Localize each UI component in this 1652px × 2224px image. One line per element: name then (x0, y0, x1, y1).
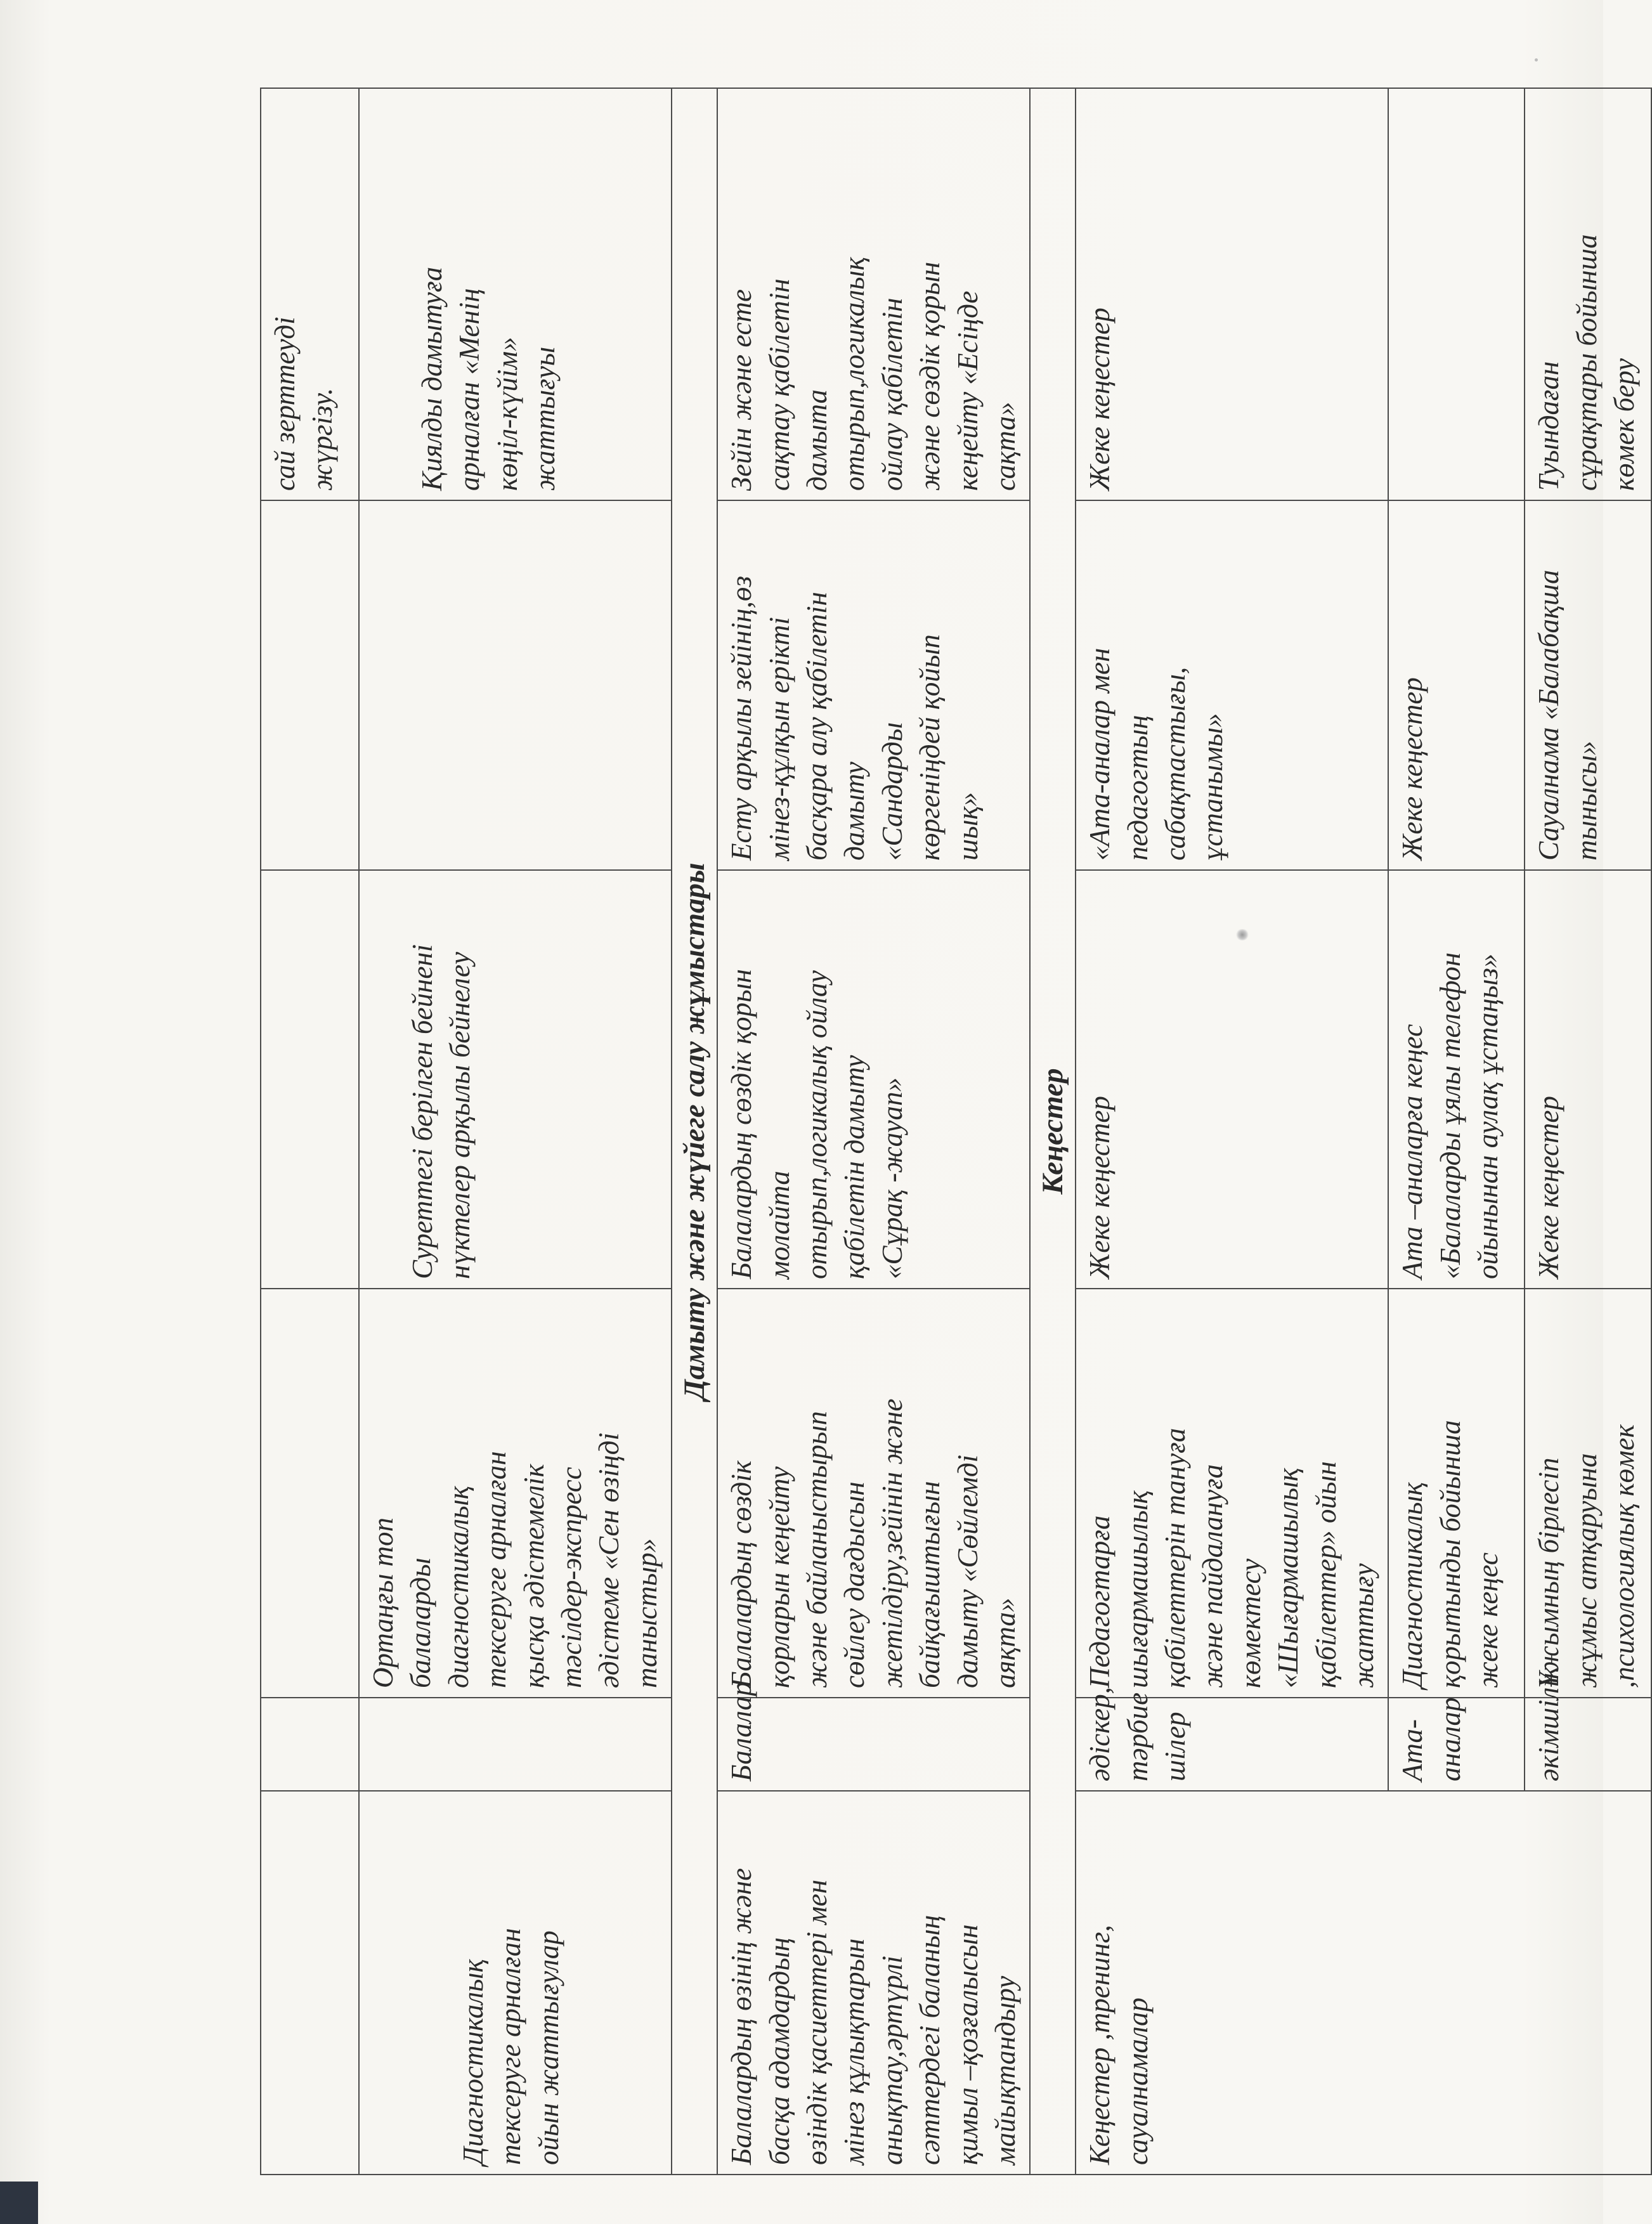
table-cell: Жеке кеңестер (1076, 870, 1388, 1289)
table-cell: Жеке кеңестер (1525, 870, 1651, 1289)
table-cell: Балалардың өзінің және басқа адамдардың өзіндік қасиеттері мен мінез құлықтарын анықтау,әртүрлі сәттердегі баланың қимыл –қозғалысын майықтандыру (717, 1791, 1030, 2175)
table-row (717, 88, 1030, 2175)
section-title-consultations: Кеңестер (1030, 88, 1076, 2175)
table-cell (261, 500, 359, 870)
rotated-document-page (260, 89, 1641, 2175)
section-banner-row (1030, 88, 1076, 2175)
table-cell: Ұжымның бірлесіп жұмыс атқаруына ,психологиялық көмек (1525, 1289, 1651, 1698)
table-cell: Диагностикалық тексеруге арналған ойын жаттығулар (359, 1791, 672, 2175)
table-cell: Суреттегі берілген бейнені нүктелер арқылы бейнелеу (359, 870, 672, 1289)
table-cell: «Ата-аналар мен педагогтың сабақтастығы, ұстанымы» (1076, 500, 1388, 870)
table-cell (359, 500, 672, 870)
plan-table (260, 88, 1652, 2175)
table-cell: Ата –аналарға кеңес «Балаларды ұялы телефон ойынынан аулақ ұстаңыз» (1388, 870, 1525, 1289)
section-banner-row (672, 88, 717, 2175)
table-cell: Туындаған сұрақтары бойынша көмек беру (1525, 88, 1651, 500)
table-row (359, 88, 672, 2175)
table-cell: Ортаңғы топ балаларды диагностикалық тексеруге арналған қысқа әдістемелік тәсілдер-экспресс әдістеме «Сен өзіңді таныстыр» (359, 1289, 672, 1698)
speck (1535, 58, 1538, 62)
table-cell (261, 1698, 359, 1791)
table-cell: Қиялды дамытуға арналған «Менің көңіл-күйім» жаттығуы (359, 88, 672, 500)
table-row (1076, 88, 1388, 2175)
table-cell: сай зерттеуді жүргізу. (261, 88, 359, 500)
table-cell: Балалардың сөздік қорларын кеңейту және байланыстырып сөйлеу дағдысын жетілдіру,зейінін және байқағыштығын дамыту «Сөйлемді аяқта» (717, 1289, 1030, 1698)
table-cell: Кеңестер ,тренинг, сауалнамалар (1076, 1791, 1651, 2175)
table-cell: Педагогтарға шығармашылық қабілеттерін тануға және пайдалануға көмектесу «Шығармашылық қабілеттер» ойын жаттығу (1076, 1289, 1388, 1698)
table-cell: Есту арқылы зейінің,өз мінез-құлқын ерікті басқара алу қабілетін дамыту «Сандарды көргеніңдей қойып шық» (717, 500, 1030, 870)
table-cell (261, 1289, 359, 1698)
table-cell: Зейін және есте сақтау қабілетін дамыта отырып,логикалық ойлау қабілетін және сөздік қорын кеңейту «Есіңде сақта» (717, 88, 1030, 500)
table-cell (261, 1791, 359, 2175)
section-title-development: Дамыту және жүйеге салу жұмыстары (672, 88, 717, 2175)
table-cell: Жеке кеңестер (1388, 500, 1525, 870)
table-cell: Жеке кеңестер (1076, 88, 1388, 500)
table-cell: Диагностикалық қорытынды бойынша жеке кеңес (1388, 1289, 1525, 1698)
table-cell: Ата- аналар (1388, 1698, 1525, 1791)
table-row (261, 88, 359, 2175)
table-cell: әкімшілік (1525, 1698, 1651, 1791)
table-cell: Балалардың сөздік қорын молайта отырып,логикалық ойлау қабілетін дамыту «Сұрақ -жауап» (717, 870, 1030, 1289)
table-cell: әдіскер, тәрбие шілер (1076, 1698, 1388, 1791)
table-cell (359, 1698, 672, 1791)
table-cell: Балалар (717, 1698, 1030, 1791)
scanner-edge-mark (0, 2182, 38, 2224)
table-cell: Сауалнама «Балабақша тынысы» (1525, 500, 1651, 870)
table-cell (261, 870, 359, 1289)
table-cell (1388, 88, 1525, 500)
